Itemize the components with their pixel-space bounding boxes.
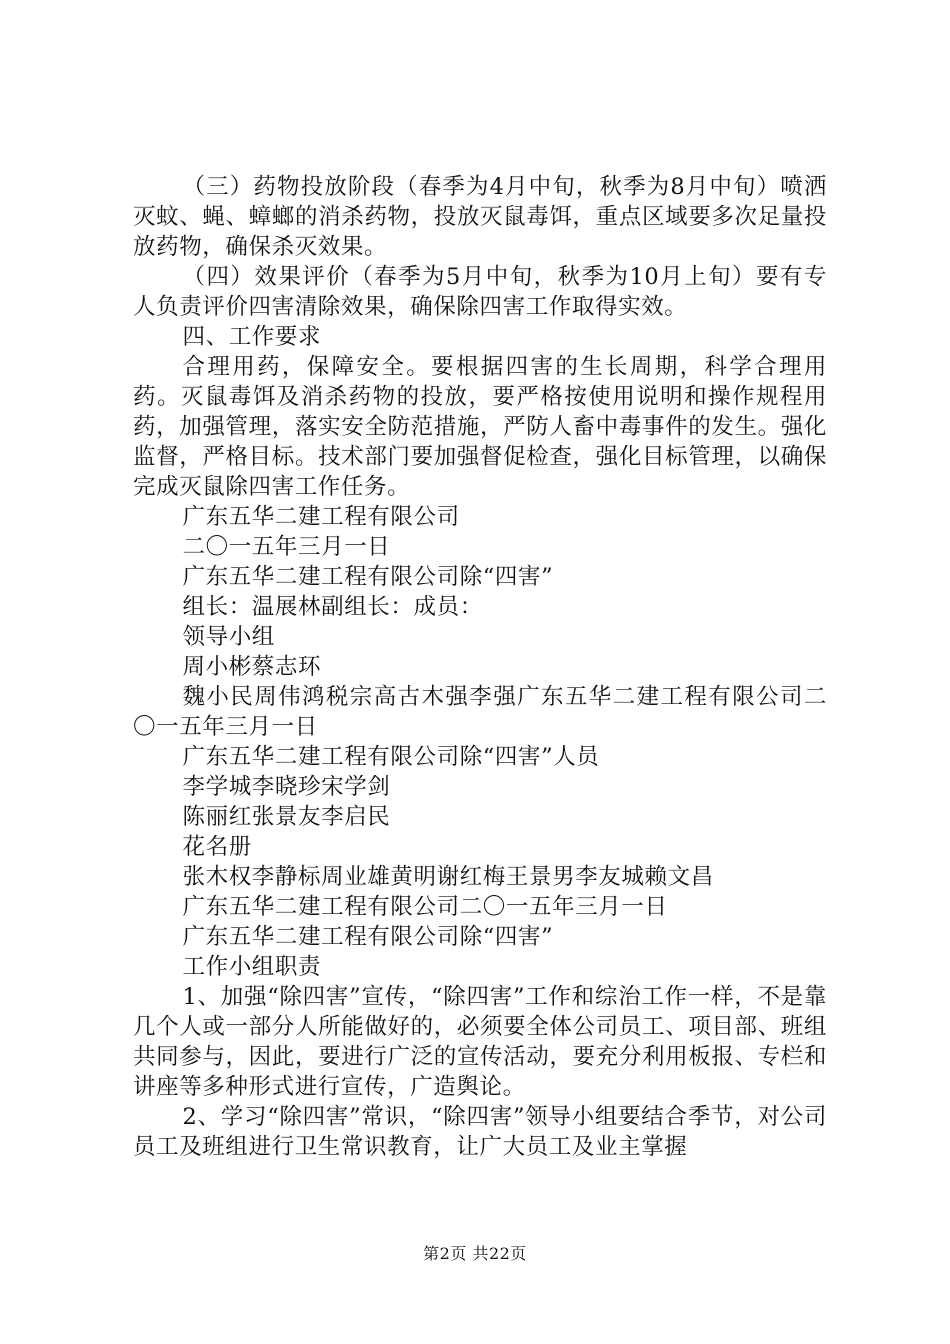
working-group-duties-label: 工作小组职责 [182,954,322,980]
paragraph-duty-2: 2、学习“除四害”常识，“除四害”领导小组要结合季节，对公司员工及班组进行卫生常识教育，让广大员工及业主掌握 [133,1104,827,1160]
company-signature: 广东五华二建工程有限公司 [182,504,460,530]
list-title-leadership: 广东五华二建工程有限公司除“四害” [182,564,554,590]
paragraph-duty-1: 1、加强“除四害”宣传，“除四害”工作和综治工作一样，不是靠几个人或一部分人所能做好的，必须要全体公司员工、项目部、班组共同参与，因此，要进行广泛的宣传活动，要充分利用板报、专栏和讲座等多种形式进行宣传，广造舆论。 [133,984,827,1100]
paragraph-safe-medication: 合理用药，保障安全。要根据四害的生长周期，科学合理用药。灭鼠毒饵及消杀药物的投放，要严格按使用说明和操作规程用药，加强管理，落实安全防范措施，严防人畜中毒事件的发生。强化监督，严格目标。技术部门要加强督促检查，强化目标管理，以确保完成灭鼠除四害工作任务。 [133,354,827,500]
member-names-with-signature: 魏小民周伟鸿税宗高古木强李强广东五华二建工程有限公司二〇一五年三月一日 [133,684,827,740]
roster-label: 花名册 [182,834,252,860]
page-number: 第2页 共22页 [423,1244,527,1263]
paragraph-stage-four: （四）效果评价（春季为5月中旬，秋季为10月上旬）要有专人负责评价四害清除效果，确保除四害工作取得实效。 [133,264,827,320]
leadership-names: 周小彬蔡志环 [182,654,322,680]
list-title-personnel: 广东五华二建工程有限公司除“四害”人员 [182,744,600,770]
company-signature-with-date: 广东五华二建工程有限公司二〇一五年三月一日 [182,894,668,920]
personnel-names-row-3: 张木权李静标周业雄黄明谢红梅王景男李友城赖文昌 [182,864,714,890]
document-body [133,172,827,1162]
personnel-names-row-2: 陈丽红张景友李启民 [182,804,391,830]
list-title-working-group: 广东五华二建工程有限公司除“四害” [182,924,554,950]
signature-date: 二〇一五年三月一日 [182,534,391,560]
section-heading-work-requirements: 四、工作要求 [182,324,322,350]
leadership-group-label: 领导小组 [182,624,275,650]
leadership-roles: 组长：温展林副组长：成员： [182,594,483,620]
paragraph-stage-three: （三）药物投放阶段（春季为4月中旬，秋季为8月中旬）喷洒灭蚊、蝇、蟑螂的消杀药物，投放灭鼠毒饵，重点区域要多次足量投放药物，确保杀灭效果。 [133,174,827,260]
personnel-names-row-1: 李学城李晓珍宋学剑 [182,774,391,800]
